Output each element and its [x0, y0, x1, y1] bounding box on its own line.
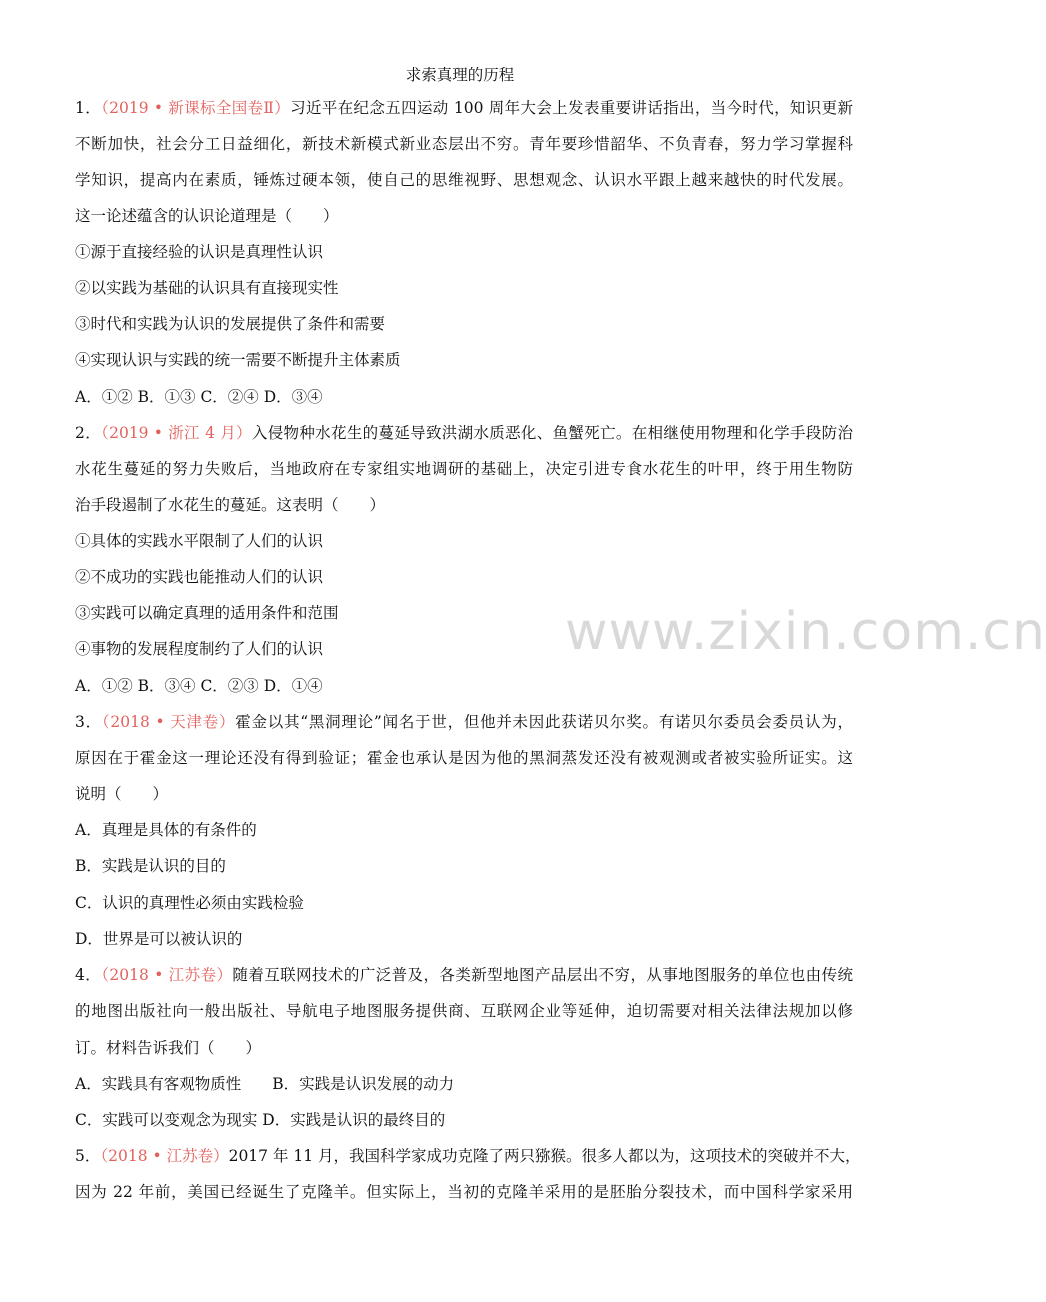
question-text: 2017 年 11 月，我国科学家成功克隆了两只猕猴。很多人都以为，这项技术的突破并不大， [228, 1147, 861, 1165]
question-1-line-3: 学知识，提高内在素质，锤炼过硬本领，使自己的思维视野、思想观念、认识水平跟上越来越快的时代发展。 [75, 171, 853, 189]
question-4-line-1 [75, 964, 853, 986]
question-2-line-1 [75, 422, 853, 444]
question-number: 3． [75, 713, 102, 731]
question-text: 习近平在纪念五四运动 100 周年大会上发表重要讲话指出，当今时代，知识更新 [290, 99, 853, 117]
question-4-options-cd: C．实践可以变观念为现实 D．实践是认识的最终目的 [75, 1111, 446, 1129]
question-2-option-4: ④事物的发展程度制约了人们的认识 [75, 640, 324, 658]
question-2-line-3: 治手段遏制了水花生的蔓延。这表明（ ） [75, 496, 386, 514]
question-4-options-ab: A．实践具有客观物质性 B．实践是认识发展的动力 [75, 1075, 455, 1093]
question-2-option-3: ③实践可以确定真理的适用条件和范围 [75, 604, 339, 622]
question-source: （2019 • 浙江 4 月） [101, 424, 252, 442]
question-2-option-1: ①具体的实践水平限制了人们的认识 [75, 532, 324, 550]
question-1-choices: A．①② B．①③ C．②④ D．③④ [75, 388, 323, 406]
question-source: （2018 • 江苏卷） [101, 966, 233, 984]
question-3-line-3: 说明（ ） [75, 785, 169, 803]
question-1-line-4: 这一论述蕴含的认识论道理是（ ） [75, 207, 339, 225]
question-5-line-2: 因为 22 年前，美国已经诞生了克隆羊。但实际上，当初的克隆羊采用的是胚胎分裂技术，而中国科学家采用 [75, 1183, 853, 1201]
question-3-option-b: B．实践是认识的目的 [75, 857, 226, 875]
question-3-line-1 [75, 711, 853, 733]
question-number: 1． [75, 99, 102, 117]
question-number: 4． [75, 966, 102, 984]
question-1-line-2: 不断加快，社会分工日益细化，新技术新模式新业态层出不穷。青年要珍惜韶华、不负青春，努力学习掌握科 [75, 135, 853, 153]
question-source: （2018 • 天津卷） [101, 713, 236, 731]
question-text: 入侵物种水花生的蔓延导致洪湖水质恶化、鱼蟹死亡。在相继使用物理和化学手段防治 [251, 424, 853, 442]
question-4-line-3: 订。材料告诉我们（ ） [75, 1039, 262, 1057]
question-5-line-1 [75, 1145, 861, 1167]
question-text: 随着互联网技术的广泛普及，各类新型地图产品层出不穷，从事地图服务的单位也由传统 [232, 966, 853, 984]
question-3-option-a: A．真理是具体的有条件的 [75, 821, 257, 839]
question-1-option-2: ②以实践为基础的认识具有直接现实性 [75, 279, 339, 297]
question-3-line-2: 原因在于霍金这一理论还没有得到验证；霍金也承认是因为他的黑洞蒸发还没有被观测或者被实验所证实。这 [75, 749, 853, 767]
question-number: 2． [75, 424, 102, 442]
question-3-option-c: C．认识的真理性必须由实践检验 [75, 894, 304, 912]
question-2-line-2: 水花生蔓延的努力失败后，当地政府在专家组实地调研的基础上，决定引进专食水花生的叶甲，终于用生物防 [75, 460, 853, 478]
watermark: www.zixin.com.cn [565, 602, 1046, 662]
question-4-line-2: 的地图出版社向一般出版社、导航电子地图服务提供商、互联网企业等延伸，迫切需要对相关法律法规加以修 [75, 1002, 853, 1020]
question-source: （2018 • 江苏卷） [100, 1147, 229, 1165]
question-2-option-2: ②不成功的实践也能推动人们的认识 [75, 568, 324, 586]
question-source: （2019 • 新课标全国卷Ⅱ） [101, 99, 291, 117]
question-1-option-4: ④实现认识与实践的统一需要不断提升主体素质 [75, 351, 401, 369]
question-text: 霍金以其“黑洞理论”闻名于世，但他并未因此获诺贝尔奖。有诺贝尔委员会委员认为， [235, 713, 853, 731]
question-1-line-1 [75, 97, 853, 119]
page-title: 求索真理的历程 [405, 66, 515, 84]
question-3-option-d: D．世界是可以被认识的 [75, 930, 243, 948]
question-1-option-3: ③时代和实践为认识的发展提供了条件和需要 [75, 315, 386, 333]
question-1-option-1: ①源于直接经验的认识是真理性认识 [75, 243, 324, 261]
question-2-choices: A．①② B．③④ C．②③ D．①④ [75, 677, 323, 695]
question-number: 5． [75, 1147, 101, 1165]
